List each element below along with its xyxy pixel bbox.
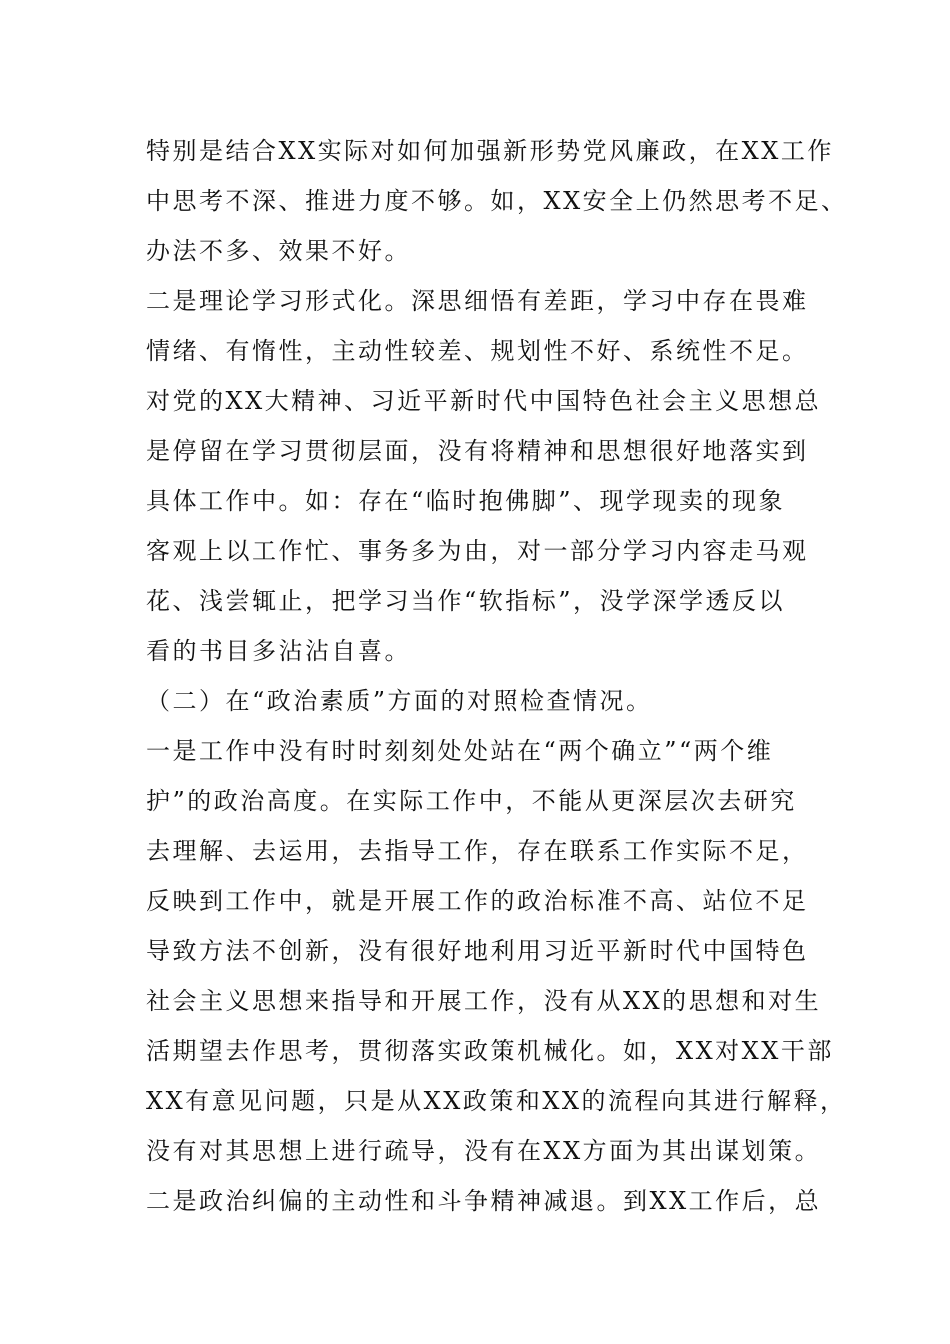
text-line: 特别是结合XX实际对如何加强新形势党风廉政，在XX工作 [146, 137, 834, 165]
text-line: 反映到工作中，就是开展工作的政治标准不高、站位不足 [146, 887, 809, 915]
text-line: 没有对其思想上进行疏导，没有在XX方面为其出谋划策。 [146, 1137, 822, 1165]
text-line: 二是理论学习形式化。深思细悟有差距，学习中存在畏难 [146, 287, 809, 315]
text-line: 客观上以工作忙、事务多为由，对一部分学习内容走马观 [146, 537, 809, 565]
text-line: 社会主义思想来指导和开展工作，没有从XX的思想和对生 [146, 987, 822, 1015]
text-line: 二是政治纠偏的主动性和斗争精神减退。到XX工作后，总 [146, 1187, 822, 1215]
text-line: 对党的XX大精神、习近平新时代中国特色社会主义思想总 [146, 387, 822, 415]
text-line: 看的书目多沾沾自喜。 [146, 637, 411, 665]
body-text [146, 126, 848, 1226]
text-line: 花、浅尝辄止，把学习当作“软指标”，没学深学透反以 [146, 587, 786, 615]
text-line: 护”的政治高度。在实际工作中，不能从更深层次去研究 [146, 787, 797, 815]
section-heading: （二）在“政治素质”方面的对照检查情况。 [146, 687, 653, 715]
text-line: 活期望去作思考，贯彻落实政策机械化。如，XX对XX干部 [146, 1037, 834, 1065]
text-line: XX有意见问题，只是从XX政策和XX的流程向其进行解释， [146, 1087, 847, 1115]
text-line: 中思考不深、推进力度不够。如，XX安全上仍然思考不足、 [146, 187, 848, 215]
text-line: 是停留在学习贯彻层面，没有将精神和思想很好地落实到 [146, 437, 809, 465]
text-line: 去理解、去运用，去指导工作，存在联系工作实际不足， [146, 837, 809, 865]
text-line: 导致方法不创新，没有很好地利用习近平新时代中国特色 [146, 937, 809, 965]
text-line: 情绪、有惰性，主动性较差、规划性不好、系统性不足。 [146, 337, 809, 365]
text-line: 办法不多、效果不好。 [146, 237, 411, 265]
text-line: 一是工作中没有时时刻刻处处站在“两个确立”“两个维 [146, 737, 774, 765]
text-line: 具体工作中。如：存在“临时抱佛脚”、现学现卖的现象 [146, 487, 786, 515]
